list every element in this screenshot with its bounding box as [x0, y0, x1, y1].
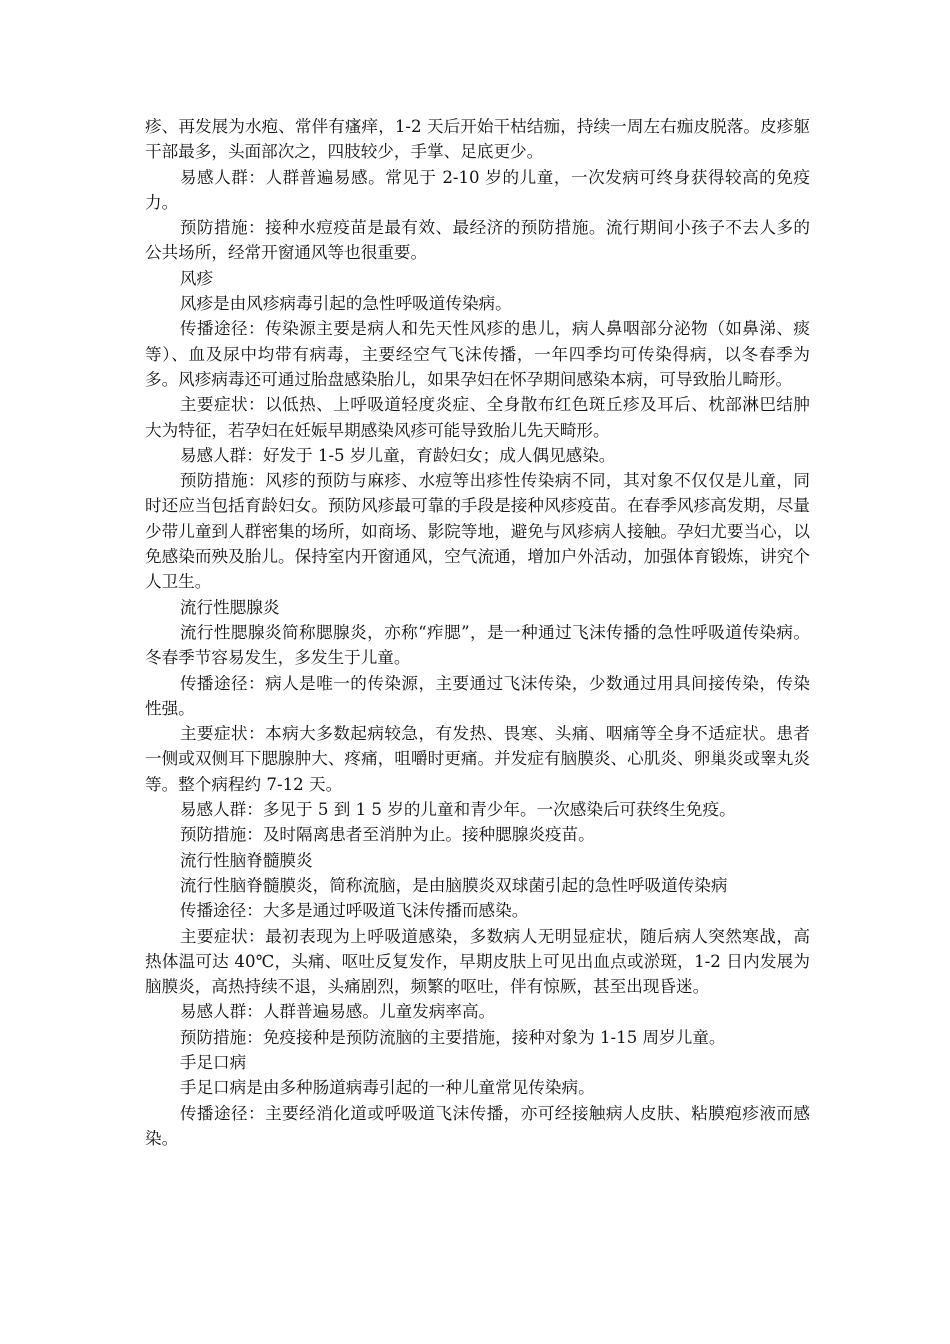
paragraph: 流行性腮腺炎简称腮腺炎，亦称“痄腮”，是一种通过飞沫传播的急性呼吸道传染病。冬春季节容易发生，多发生于儿童。: [145, 622, 810, 668]
paragraph: 预防措施：接种水痘疫苗是最有效、最经济的预防措施。流行期间小孩子不去人多的公共场所，经常开窗通风等也很重要。: [145, 218, 810, 263]
paragraph: 易感人群：人群普遍易感。儿童发病率高。: [179, 1002, 496, 1022]
paragraph: 主要症状：以低热、上呼吸道轻度炎症、全身散布红色斑丘疹及耳后、枕部淋巴结肿大为特征，若孕妇在妊娠早期感染风疹可能导致胎儿先天畸形。: [145, 395, 810, 440]
paragraph: 手足口病是由多种肠道病毒引起的一种儿童常见传染病。: [179, 1078, 595, 1098]
paragraph: 易感人群：人群普遍易感。常见于 2-10 岁的儿童，一次发病可终身获得较高的免疫力。: [145, 167, 810, 212]
section-heading: 风疹: [179, 268, 214, 288]
paragraph: 传播途径：病人是唯一的传染源，主要通过飞沫传染，少数通过用具间接传染，传染性强。: [145, 673, 810, 718]
paragraph: 易感人群：好发于 1-5 岁儿童，育龄妇女；成人偶见感染。: [179, 445, 616, 465]
paragraph: 易感人群：多见于 5 到 1 5 岁的儿童和青少年。一次感染后可获终生免疫。: [179, 800, 736, 820]
paragraph-continuation: 疹、再发展为水疱、常伴有瘙痒，1-2 天后开始干枯结痂，持续一周左右痂皮脱落。皮疹躯干部最多，头面部次之，四肢较少，手掌、足底更少。: [145, 117, 810, 162]
paragraph: 预防措施：风疹的预防与麻疹、水痘等出疹性传染病不同，其对象不仅仅是儿童，同时还应当包括育龄妇女。预防风疹最可靠的手段是接种风疹疫苗。在春季风疹高发期，尽量少带儿童到人群密集的场所，如商场、影院等地，避免与风疹病人接触。孕妇尤要当心，以免感染而殃及胎儿。保持室内开窗通风，空气流通，增加户外活动，加强体育锻炼，讲究个人卫生。: [145, 471, 810, 592]
paragraph: 传播途径：大多是通过呼吸道飞沫传播而感染。: [179, 901, 529, 921]
section-heading: 手足口病: [179, 1052, 247, 1072]
paragraph: 传播途径：传染源主要是病人和先天性风疹的患儿，病人鼻咽部分泌物（如鼻涕、痰等）、血及尿中均带有病毒，主要经空气飞沫传播，一年四季均可传染得病，以冬春季为多。风疹病毒还可通过胎盘感染胎儿，如果孕妇在怀孕期间感染本病，可导致胎儿畸形。: [145, 319, 810, 389]
paragraph: 主要症状：本病大多数起病较急，有发热、畏寒、头痛、咽痛等全身不适症状。患者一侧或双侧耳下腮腺肿大、疼痛，咀嚼时更痛。并发症有脑膜炎、心肌炎、卵巢炎或睾丸炎等。整个病程约 7-12 天。: [145, 724, 810, 794]
paragraph: 主要症状：最初表现为上呼吸道感染，多数病人无明显症状，随后病人突然寒战，高热体温可达 40℃，头痛、呕吐反复发作，早期皮肤上可见出血点或淤斑，1-2 日内发展为脑膜炎，高热持续不退，头痛剧烈，频繁的呕吐，伴有惊厥，甚至出现昏迷。: [145, 926, 810, 997]
paragraph: 传播途径：主要经消化道或呼吸道飞沫传播，亦可经接触病人皮肤、粘膜疱疹液而感染。: [145, 1103, 810, 1148]
document-page: [145, 114, 810, 1151]
section-heading: 流行性腮腺炎: [179, 597, 280, 617]
paragraph: 流行性脑脊髓膜炎，简称流脑，是由脑膜炎双球菌引起的急性呼吸道传染病: [179, 875, 728, 895]
paragraph: 预防措施：及时隔离患者至消肿为止。接种腮腺炎疫苗。: [179, 825, 595, 845]
paragraph: 风疹是由风疹病毒引起的急性呼吸道传染病。: [179, 294, 512, 314]
paragraph: 预防措施：免疫接种是预防流脑的主要措施，接种对象为 1-15 周岁儿童。: [179, 1027, 726, 1047]
section-heading: 流行性脑脊髓膜炎: [179, 850, 313, 870]
